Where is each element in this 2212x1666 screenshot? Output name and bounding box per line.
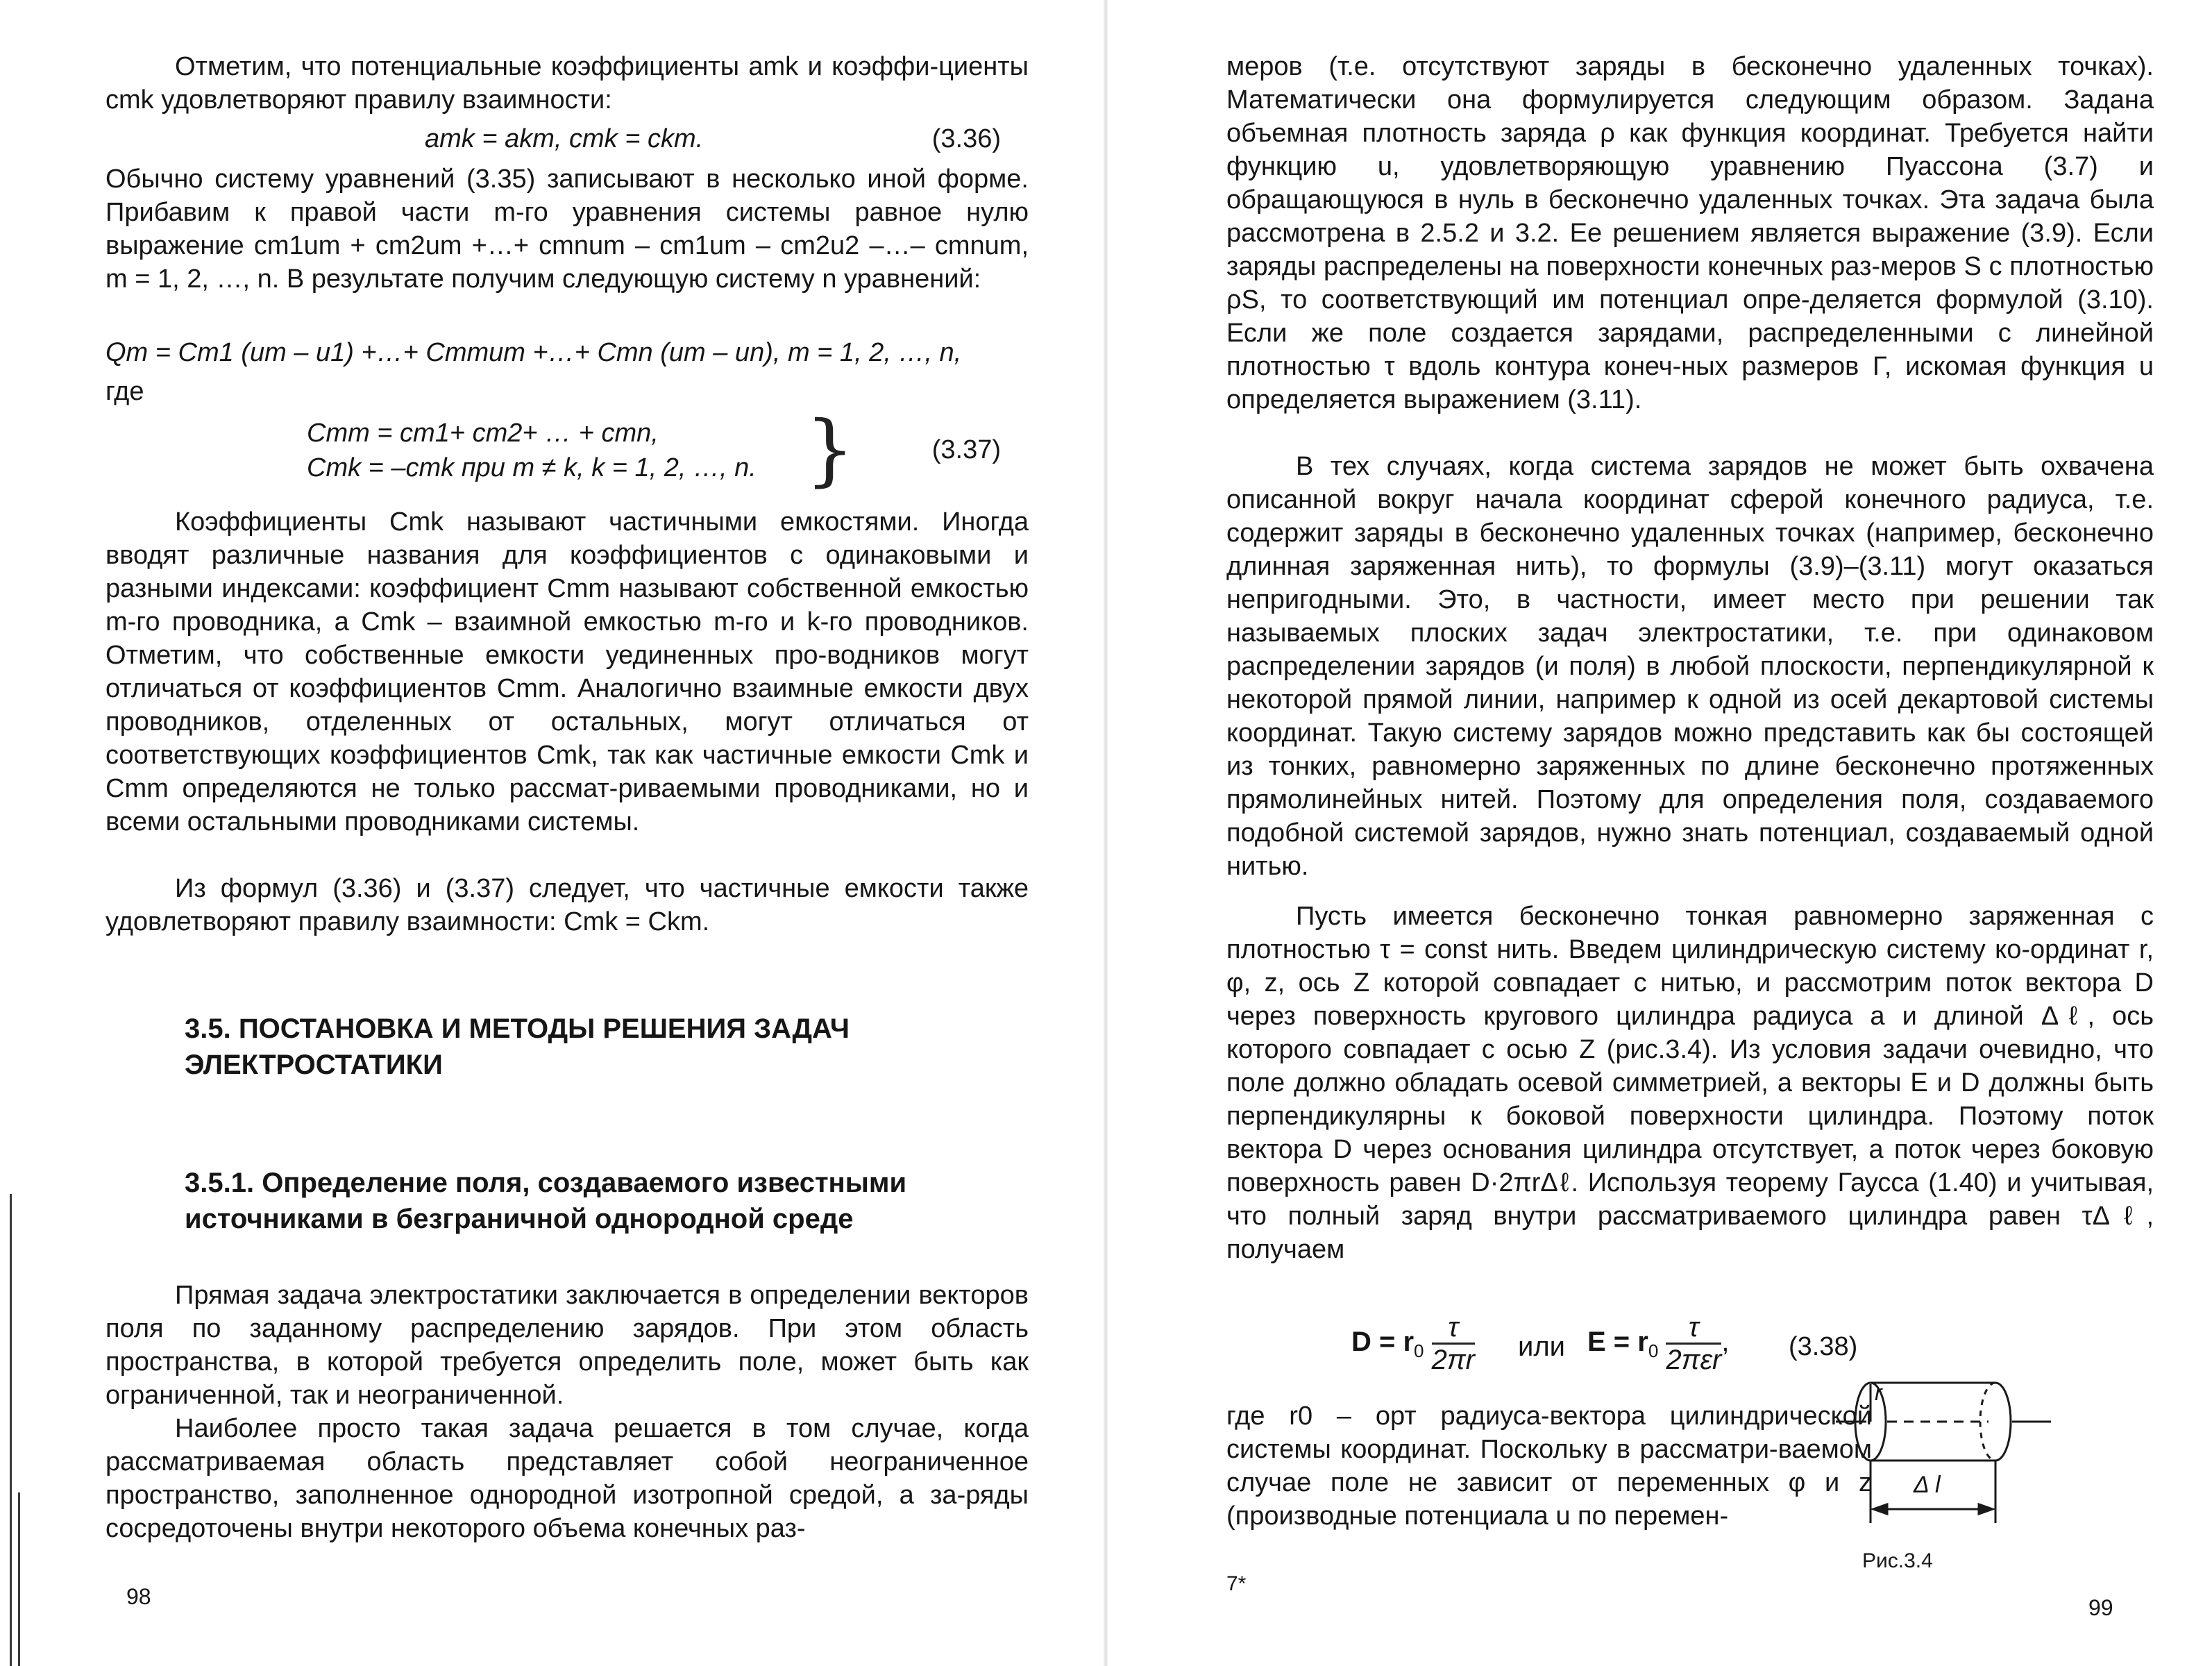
right-text-column bbox=[1226, 50, 2154, 1533]
equation-3-38-number: (3.38) bbox=[1789, 1332, 1858, 1361]
equation-Q-expression: Qm = Cm1 (um – u1) +…+ Cmmum +…+ Cmn (um – un), m = 1, 2, …, n, bbox=[105, 338, 962, 367]
equation-3-36-number: (3.36) bbox=[931, 124, 1001, 153]
binding-edge-line bbox=[10, 1194, 12, 1666]
equation-3-36 bbox=[105, 119, 1029, 158]
word-gde: где bbox=[105, 377, 144, 406]
figure-3-4-cylinder bbox=[1836, 1370, 2051, 1579]
figure-caption: Рис.3.4 bbox=[1862, 1549, 1933, 1572]
right-brace-icon: } bbox=[805, 405, 855, 495]
equation-3-37-line1: Cmm = cm1+ cm2+ … + cmn, bbox=[307, 419, 659, 448]
cylinder-diagram-icon bbox=[1836, 1370, 2051, 1551]
section-title-3-5: 3.5. ПОСТАНОВКА И МЕТОДЫ РЕШЕНИЯ ЗАДАЧ ЭЛЕКТРОСТАТИКИ bbox=[185, 1013, 850, 1080]
figure-radius-label: r bbox=[1875, 1380, 1882, 1405]
equation-3-37-line2: Cmk = –cmk при m ≠ k, k = 1, 2, …, n. bbox=[307, 453, 757, 482]
paragraph-system-transform: Обычно систему уравнений (3.35) записывают в несколько иной форме. Прибавим к правой части m-го уравнения системы равное нулю выражение cm1um + cm2um +…+ cmnum – cm1um – cm2u2 –…– cmnum, m = 1, 2, …, n. В результате получим следующую систему n уравнений: bbox=[105, 165, 1029, 294]
paragraph-poisson-problem: меров (т.е. отсутствуют заряды в бесконечно удаленных точках). Математически она формулируется следующим образом. Задана объемная плотность заряда ρ как функция координат. Требуется найти функцию u, удовлетворяющую уравнению Пуассона (3.7) и обращающуюся в нуль в бесконечно удаленных точках. Эта задача была рассмотрена в 2.5.2 и 3.2. Ее решением является выражение (3.9). Если заряды распределены на поверхности конечных раз-меров S с плотностью ρS, то соответствующий им потенциал опре-деляется формулой (3.10). Если же поле создается зарядами, распределенными с линейной плотностью τ вдоль контура конеч-ных размеров Γ, искомая функция u определяется выражением (3.11). bbox=[1226, 52, 2154, 414]
figure-length-label: Δ l bbox=[1914, 1472, 1941, 1498]
equation-3-37 bbox=[105, 405, 1029, 495]
equation-3-37-number: (3.37) bbox=[931, 435, 1001, 464]
fraction-tau-over-2piepsr: $\frac{\tau}{\text{2πεr}}$ bbox=[1666, 1312, 1722, 1375]
equation-Q-system bbox=[105, 333, 1029, 372]
paragraph-reciprocity-intro: Отметим, что потенциальные коэффициенты amk и коэффи-циенты cmk удовлетворяют правилу взаимности: bbox=[105, 52, 1029, 115]
paragraph-unit-vector: где r0 – орт радиуса-вектора цилиндрической системы координат. Поскольку в рассматри-ваемом случае поле не зависит от переменных φ и z (производные потенциала u по перемен- bbox=[1226, 1402, 1872, 1531]
footnote-signature-mark: 7* bbox=[1226, 1572, 1247, 1595]
equation-3-36-expression: amk = akm, cmk = ckm. bbox=[425, 124, 704, 153]
paragraph-simplest-case: Наиболее просто такая задача решается в том случае, когда рассматриваемая область представляет собой неограниченное пространство, заполненное однородной изотропной средой, а за-ряды сосредоточены внутри некоторого объема конечных раз- bbox=[105, 1414, 1029, 1543]
paragraph-direct-problem: Прямая задача электростатики заключается в определении векторов поля по заданному распределению зарядов. При этом область пространства, в которой требуется определить поле, может быть как ограниченной, так и неограниченной. bbox=[105, 1281, 1029, 1410]
subsection-title-3-5-1: 3.5.1. Определение поля, создаваемого известными источниками в безграничной однородной среде bbox=[185, 1168, 907, 1234]
paragraph-plane-problems: В тех случаях, когда система зарядов не может быть охвачена описанной вокруг начала координат сферой конечного радиуса, т.е. содержит заряды в бесконечно удаленных точках (например, бесконечно длинная заряженная нить), то формулы (3.9)–(3.11) могут оказаться непригодными. Это, в частности, имеет место при решении так называемых плоских задач электростатики, т.е. при одинаковом распределении зарядов (и поля) в любой плоскости, перпендикулярной к некоторой прямой линии, например к одной из осей декартовой системы координат. Такую систему зарядов можно представить как бы состоящей из тонких, равномерно заряженных по длине бесконечно протяженных прямолинейных нитей. Поэтому для определения поля, создаваемого подобной системой зарядов, нужно знать потенциал, создаваемый одной нитью. bbox=[1226, 452, 2154, 881]
paragraph-reciprocity-conclusion: Из формул (3.36) и (3.37) следует, что частичные емкости также удовлетворяют правилу взаимности: Cmk = Ckm. bbox=[105, 874, 1029, 936]
paragraph-charged-thread: Пусть имеется бесконечно тонкая равномерно заряженная с плотностью τ = const нить. Введем цилиндрическую систему ко-ординат r, φ, z, ось Z которой совпадает с нитью, и рассмотрим поток вектора D через поверхность кругового цилиндра радиуса a и длиной Δℓ, ось которого совпадает с осью Z (рис.3.4). Из условия задачи очевидно, что поле должно обладать осевой симметрией, а векторы E и D должны быть перпендикулярны к боковой поверхности цилиндра. Поэтому поток вектора D через основания цилиндра отсутствует, а поток через боковую поверхность равен D·2πrΔℓ. Используя теорему Гаусса (1.40) и учитывая, что полный заряд внутри рассматриваемого цилиндра равен τΔℓ, получаем bbox=[1226, 902, 2154, 1264]
left-text-column bbox=[105, 50, 1029, 1545]
right-page bbox=[1106, 0, 2212, 1666]
equation-3-38-D: $D = r_0$ $\frac{\tau}{2\pi r}$ bbox=[1351, 1312, 1476, 1375]
binding-edge-line-inner bbox=[18, 1492, 20, 1666]
page-number-left: 98 bbox=[126, 1584, 151, 1609]
fraction-tau-over-2pir: $\frac{\tau}{2\pi r}$ bbox=[1431, 1312, 1476, 1375]
paragraph-partial-capacitances: Коэффициенты Cmk называют частичными емкостями. Иногда вводят различные названия для коэффициентов с одинаковыми и разными индексами: коэффициент Cmm называют собственной емкостью m-го проводника, а Cmk – взаимной емкостью m-го и k-го проводников. Отметим, что собственные емкости уединенных про-водников могут отличаться от коэффициентов Cmm. Аналогично взаимные емкости двух проводников, отделенных от остальных, могут отличаться от соответствующих коэффициентов Cmk, так как частичные емкости Cmk и Cmm определяются не только рассмат-риваемыми проводниками, но и всеми остальными проводниками системы. bbox=[105, 507, 1029, 836]
equation-3-38-E: $E = r_0$ $\frac{\tau}{\text{2πεr}}$ , bbox=[1587, 1312, 1730, 1375]
page-number-right: 99 bbox=[2088, 1595, 2113, 1620]
equation-3-38-or: или bbox=[1518, 1331, 1566, 1362]
